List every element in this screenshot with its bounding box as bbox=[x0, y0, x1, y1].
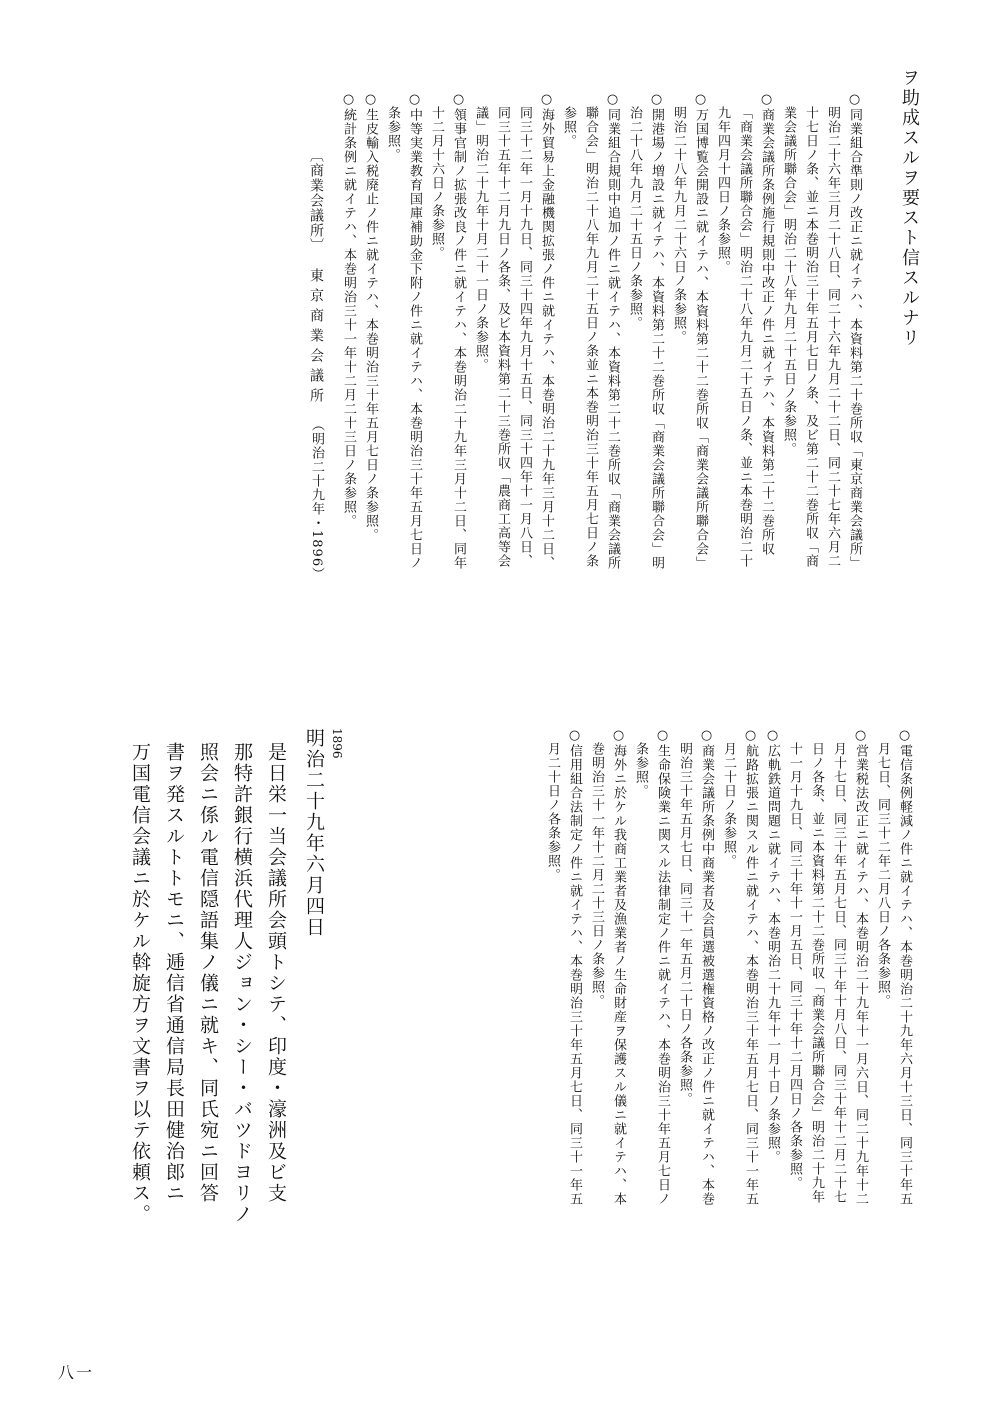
note-line: 同三十五年十二月九日ノ各条、及ビ本資料第二十三巻所収「農商工高等会 bbox=[495, 106, 510, 568]
note-line: ○信用組合法制定ノ件ニ就イテハ、本巻明治三十年五月七日、同三十一年五 bbox=[567, 728, 582, 1206]
entry-line: 是日栄一当会議所会頭トシテ、印度・濠洲及ビ支 bbox=[265, 742, 287, 1204]
note-line: ○海外貿易上金融機関拡張ノ件ニ就イテハ、本巻明治二十九年三月十二日、 bbox=[539, 92, 554, 570]
entry-line: 那特許銀行横浜代理人ジョン・シー・バツドヨリノ bbox=[231, 742, 253, 1225]
note-line: 条参照。 bbox=[385, 106, 400, 162]
note-line: ○営業税法改正ニ就イテハ、本巻明治二十九年十一月六日、同二十九年十二 bbox=[853, 728, 868, 1206]
note-line: ○航路拡張ニ関スル件ニ就イテハ、本巻明治三十年五月七日、同三十一年五 bbox=[743, 728, 758, 1206]
note-line: 条参照。 bbox=[633, 742, 648, 798]
page-number: 八一 bbox=[58, 1363, 95, 1382]
note-line: 業会議所聯合会」明治二十八年九月二十五日ノ条参照。 bbox=[781, 106, 796, 456]
note-line: ○同業組合規則中追加ノ件ニ就イテハ、本資料第二十二巻所収「商業会議所 bbox=[605, 92, 620, 570]
note-line: 日ノ各条、並ニ本資料第二十二巻所収「商業会議所聯合会」明治二十九年 bbox=[809, 742, 824, 1204]
note-line: ○万国博覧会開設ニ就イテハ、本資料第二十二巻所収「商業会議所聯合会」 bbox=[693, 92, 708, 570]
entry-line: 照会ニ係ル電信隠語集ノ儀ニ就キ、同氏宛ニ回答 bbox=[197, 742, 219, 1204]
signature-label: 〔商業会議所〕 bbox=[308, 148, 324, 253]
note-line: 月二十日ノ条参照。 bbox=[721, 742, 736, 868]
note-line: ○生命保険業ニ関スル法律制定ノ件ニ就イテハ、本巻明治三十年五月七日ノ bbox=[655, 728, 670, 1206]
note-line: ○電信条例軽減ノ件ニ就イテハ、本巻明治二十九年六月十三日、同三十年五 bbox=[897, 728, 912, 1206]
entry-date: 明治二十九年六月四日 bbox=[303, 728, 325, 938]
note-line: 月七日、同三十二年二月八日ノ各条参照。 bbox=[875, 742, 890, 1008]
note-line: 明治二十六年三月二十八日、同二十六年九月二十二日、同二十七年六月二 bbox=[825, 106, 840, 568]
signature-date: （明治二十九年・1896） bbox=[309, 418, 324, 582]
note-line: ○商業会議所条例施行規則中改正ノ件ニ就イテハ、本資料第二十二巻所収 bbox=[759, 92, 774, 556]
running-heading: ヲ助成スルヲ要スト信スルナリ bbox=[899, 68, 920, 348]
note-line: 九年四月十四日ノ条参照。 bbox=[715, 106, 730, 274]
note-line: 「商業会議所聯合会」明治二十八年九月二十五日ノ条、並ニ本巻明治二十 bbox=[737, 106, 752, 568]
note-line: 十七日ノ条、並ニ本巻明治三十年五月七日ノ条、及ビ第二十二巻所収「商 bbox=[803, 106, 818, 568]
note-line: ○同業組合準則ノ改正ニ就イテハ、本資料第二十巻所収「東京商業会議所」 bbox=[847, 92, 862, 570]
note-line: 月十七日、同三十年五月七日、同三十年十月八日、同三十年十二月二十七 bbox=[831, 742, 846, 1204]
note-line: ○海外ニ於ケル我商工業者及漁業者ノ生命財産ヲ保護スル儀ニ就イテハ、本 bbox=[611, 728, 626, 1206]
note-line: ○開港場ノ増設ニ就イテハ、本資料第二十二巻所収「商業会議所聯合会」明 bbox=[649, 92, 664, 570]
note-line: ○統計条例ニ就イテハ、本巻明治三十一年十二月二十三日ノ条参照。 bbox=[341, 92, 356, 528]
note-line: 十一月十九日、同三十年十一月五日、同三十年十二月四日ノ各条参照。 bbox=[787, 742, 802, 1190]
entry-year: 1896 bbox=[330, 728, 344, 759]
note-line: 十二月十六日ノ条参照。 bbox=[429, 106, 444, 260]
entry-line: 万国電信会議ニ於ケル斡旋方ヲ文書ヲ以テ依頼ス。 bbox=[129, 742, 151, 1225]
signature-org: 東京商業会議所 bbox=[308, 268, 324, 408]
note-line: 同三十二年一月十九日、同三十四年九月十五日、同三十四年十一月八日、 bbox=[517, 106, 532, 568]
note-line: ○中等実業教育国庫補助金下附ノ件ニ就イテハ、本巻明治三十年五月七日ノ bbox=[407, 92, 422, 570]
note-line: ○生皮輸入税廃止ノ件ニ就イテハ、本巻明治三十年五月七日ノ条参照。 bbox=[363, 92, 378, 542]
note-line: 参照。 bbox=[561, 106, 576, 148]
entry-line: 書ヲ発スルトトモニ、逓信省通信局長田健治郎ニ bbox=[163, 742, 185, 1204]
note-line: 聯合会」明治二十八年九月二十五日ノ条並ニ本巻明治三十年五月七日ノ条 bbox=[583, 106, 598, 568]
note-line: ○商業会議所条例中商業者及会員選被選権資格ノ改正ノ件ニ就イテハ、本巻 bbox=[699, 728, 714, 1206]
note-line: 治二十八年九月二十五日ノ条参照。 bbox=[627, 106, 642, 330]
note-line: 明治三十年五月七日、同三十一年五月二十日ノ各条参照。 bbox=[677, 742, 692, 1106]
note-line: ○領事官制ノ拡張改良ノ件ニ就イテハ、本巻明治二十九年三月十二日、同年 bbox=[451, 92, 466, 570]
note-line: 明治二十八年九月二十六日ノ条参照。 bbox=[671, 106, 686, 344]
note-line: 巻明治三十一年十二月二十三日ノ条参照。 bbox=[589, 742, 604, 1008]
note-line: ○広軌鉄道問題ニ就イテハ、本巻明治二十九年十一月十日ノ条参照。 bbox=[765, 728, 780, 1164]
note-line: 月二十日ノ各条参照。 bbox=[545, 742, 560, 882]
note-line: 議」明治二十九年十月二十一日ノ条参照。 bbox=[473, 106, 488, 372]
